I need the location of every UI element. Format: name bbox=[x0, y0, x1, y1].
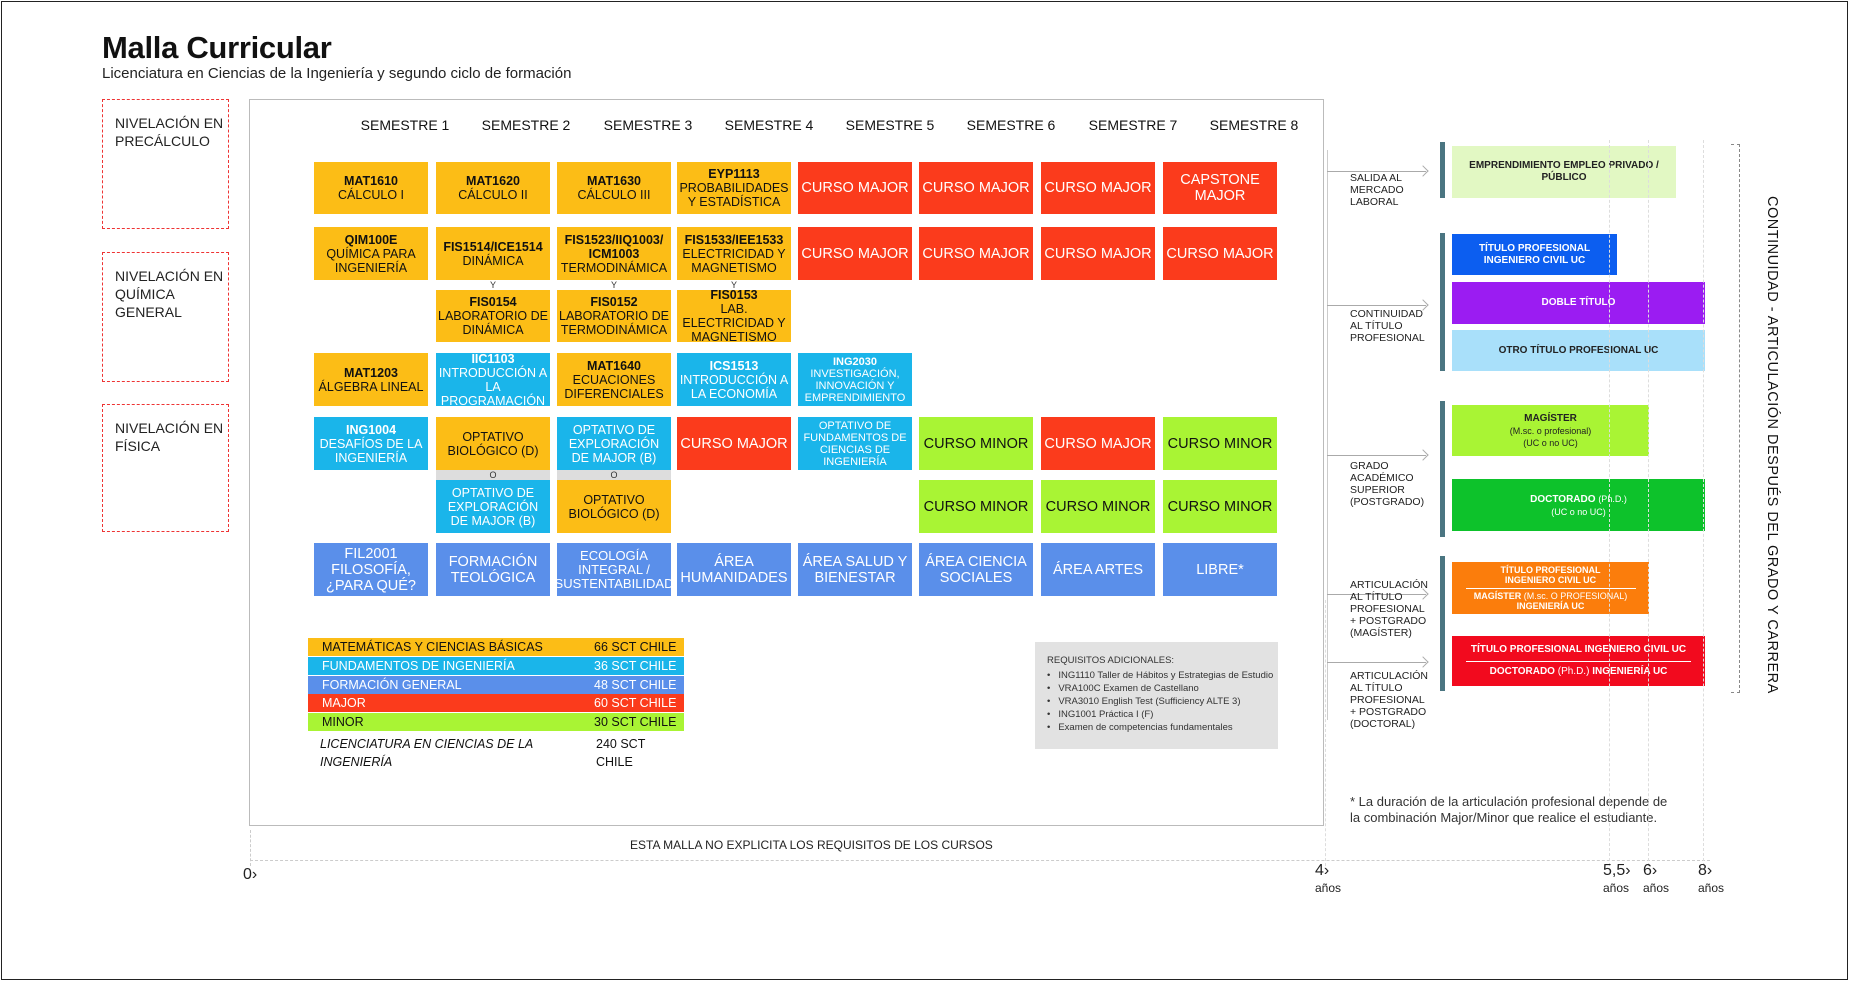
outcome-art2-doctorado-inst: INGENIERÍA UC bbox=[1592, 666, 1668, 677]
footer-note: ESTA MALLA NO EXPLICITA LOS REQUISITOS DE LOS CURSOS bbox=[630, 838, 993, 852]
requirements-title: REQUISITOS ADICIONALES: bbox=[1047, 655, 1175, 666]
requirement-item: • ING1110 Taller de Hábitos y Estrategias de Estudio bbox=[1047, 669, 1278, 682]
outcome-doble-titulo: DOBLE TÍTULO bbox=[1452, 282, 1705, 324]
outcome-doctorado-sub2: (UC o no UC) bbox=[1551, 506, 1606, 517]
outcome-art-magister-inst: INGENIERÍA UC bbox=[1516, 601, 1585, 611]
timeline-label: 0› bbox=[243, 866, 258, 883]
page-subtitle: Licenciatura en Ciencias de la Ingeniería y segundo ciclo de formación bbox=[102, 65, 572, 82]
course-card: MAT1610 CÁLCULO I bbox=[314, 162, 428, 214]
course-card: OPTATIVO DE EXPLORACIÓN DE MAJOR (B) bbox=[557, 417, 671, 470]
outcome-art2-doctorado: DOCTORADO bbox=[1489, 666, 1555, 677]
outcome-art-magister: MAGÍSTER bbox=[1473, 591, 1522, 601]
course-card: CURSO MAJOR bbox=[919, 162, 1033, 214]
course-card: ICS1513 INTRODUCCIÓN A LA ECONOMÍA bbox=[677, 353, 791, 406]
course-card: MAT1640 ECUACIONES DIFERENCIALES bbox=[557, 353, 671, 406]
timeline-tick bbox=[1703, 140, 1704, 866]
requirement-item: • VRA100C Examen de Castellano bbox=[1047, 682, 1278, 695]
bracket-line bbox=[1327, 150, 1328, 720]
side-label: ARTICULACIÓN AL TÍTULO PROFESIONAL + POSTGRADO (MAGÍSTER) bbox=[1350, 579, 1428, 639]
outcome-magister-sub1: (M.sc. o profesional) bbox=[1509, 425, 1592, 436]
requirement-item: • ING1001 Práctica I (F) bbox=[1047, 708, 1278, 721]
course-card: MAT1630 CÁLCULO III bbox=[557, 162, 671, 214]
arrow bbox=[1327, 455, 1426, 456]
timeline-label: 5,5› años bbox=[1603, 862, 1631, 895]
timeline-tick bbox=[250, 830, 251, 866]
arrow bbox=[1327, 305, 1426, 306]
course-card: OPTATIVO BIOLÓGICO (D) bbox=[436, 417, 550, 470]
legend-item: FORMACIÓN GENERAL 48 SCT CHILE bbox=[308, 676, 684, 694]
course-card: OPTATIVO DE EXPLORACIÓN DE MAJOR (B) bbox=[436, 480, 550, 533]
legend-item: MATEMÁTICAS Y CIENCIAS BÁSICAS 66 SCT CHILE bbox=[308, 638, 684, 656]
group-bar bbox=[1440, 233, 1445, 371]
semester-6-header: SEMESTRE 6 bbox=[966, 117, 1056, 133]
course-card: ÁREA ARTES bbox=[1041, 543, 1155, 596]
group-bar bbox=[1440, 401, 1445, 537]
course-card: ING2030 INVESTIGACIÓN, INNOVACIÓN Y EMPRENDIMIENTO bbox=[798, 353, 912, 406]
course-card: LIBRE* bbox=[1163, 543, 1277, 596]
course-card: ÁREA HUMANIDADES bbox=[677, 543, 791, 596]
semester-3-header: SEMESTRE 3 bbox=[603, 117, 693, 133]
course-card: FIS1514/ICE1514 DINÁMICA bbox=[436, 227, 550, 280]
course-card: CURSO MAJOR bbox=[1041, 417, 1155, 470]
course-card: CURSO MAJOR bbox=[1041, 227, 1155, 280]
course-card: ING1004 DESAFÍOS DE LA INGENIERÍA bbox=[314, 417, 428, 470]
course-card: FIS1533/IEE1533 ELECTRICIDAD Y MAGNETISMO bbox=[677, 227, 791, 280]
outcome-art2-doctorado-sub: (Ph.D.) bbox=[1557, 666, 1590, 677]
course-card: CURSO MAJOR bbox=[1163, 227, 1277, 280]
course-card: CURSO MINOR bbox=[1041, 480, 1155, 533]
course-card: ECOLOGÍA INTEGRAL / SUSTENTABILIDAD bbox=[557, 543, 671, 596]
outcome-titulo: TÍTULO PROFESIONAL INGENIERO CIVIL UC bbox=[1452, 234, 1617, 275]
arrow bbox=[1327, 662, 1426, 663]
outcome-doctorado-sub1: (Ph.D.) bbox=[1598, 493, 1627, 504]
group-bar bbox=[1440, 556, 1445, 691]
outcome-magister bbox=[1452, 405, 1649, 456]
legend-total: LICENCIATURA EN CIENCIAS DE LA INGENIERÍA 240 SCT CHILE bbox=[320, 737, 646, 769]
course-card: ÁREA SALUD Y BIENESTAR bbox=[798, 543, 912, 596]
course-card: CURSO MINOR bbox=[919, 417, 1033, 470]
outcome-articulacion-doctorado bbox=[1452, 636, 1705, 686]
outcome-emprendimiento: EMPRENDIMIENTO EMPLEO PRIVADO / PÚBLICO bbox=[1452, 146, 1676, 198]
outcome-doctorado-title: DOCTORADO bbox=[1530, 493, 1596, 505]
legend-item: MAJOR 60 SCT CHILE bbox=[308, 694, 684, 712]
course-card: CURSO MAJOR bbox=[798, 227, 912, 280]
outcome-art-title: TÍTULO PROFESIONAL INGENIERO CIVIL UC bbox=[1500, 565, 1601, 585]
outcome-doctorado bbox=[1452, 479, 1705, 531]
side-label: ARTICULACIÓN AL TÍTULO PROFESIONAL + POSTGRADO (DOCTORAL) bbox=[1350, 670, 1428, 730]
semester-8-header: SEMESTRE 8 bbox=[1209, 117, 1299, 133]
leveling-quimica: NIVELACIÓN EN QUÍMICA GENERAL bbox=[102, 252, 229, 382]
course-card: MAT1203 ÁLGEBRA LINEAL bbox=[314, 353, 428, 406]
connector-y: Y bbox=[489, 280, 496, 290]
leveling-fisica: NIVELACIÓN EN FÍSICA bbox=[102, 404, 229, 532]
course-card: QIM100E QUÍMICA PARA INGENIERÍA bbox=[314, 227, 428, 280]
connector-o: O bbox=[557, 470, 671, 480]
connector-y: Y bbox=[730, 280, 737, 290]
timeline-tick bbox=[1648, 140, 1649, 866]
course-card: CURSO MAJOR bbox=[677, 417, 791, 470]
course-card: OPTATIVO DE FUNDAMENTOS DE CIENCIAS DE INGENIERÍA bbox=[798, 417, 912, 470]
course-card: IIC1103 INTRODUCCIÓN A LA PROGRAMACIÓN bbox=[436, 353, 550, 406]
group-bar bbox=[1440, 142, 1445, 198]
duration-note: * La duración de la articulación profesional depende de la combinación Major/Minor que realice el estudiante. bbox=[1350, 794, 1668, 825]
legend-item: FUNDAMENTOS DE INGENIERÍA 36 SCT CHILE bbox=[308, 657, 684, 675]
course-card: CURSO MINOR bbox=[1163, 480, 1277, 533]
outcome-articulacion-magister bbox=[1452, 562, 1649, 614]
course-card: FIL2001 FILOSOFÍA, ¿PARA QUÉ? bbox=[314, 543, 428, 596]
timeline-axis bbox=[250, 860, 1710, 861]
course-card: FIS0152 LABORATORIO DE TERMODINÁMICA bbox=[557, 290, 671, 342]
side-label: CONTINUIDAD AL TÍTULO PROFESIONAL bbox=[1350, 308, 1425, 344]
course-card: CURSO MAJOR bbox=[798, 162, 912, 214]
course-card: CURSO MAJOR bbox=[919, 227, 1033, 280]
course-card: ÁREA CIENCIA SOCIALES bbox=[919, 543, 1033, 596]
continuity-bracket bbox=[1731, 144, 1740, 693]
timeline-label: 6› años bbox=[1643, 862, 1670, 895]
semester-2-header: SEMESTRE 2 bbox=[481, 117, 571, 133]
legend-item: MINOR 30 SCT CHILE bbox=[308, 713, 684, 731]
outcome-magister-sub2: (UC o no UC) bbox=[1523, 437, 1578, 448]
connector-y: Y bbox=[610, 280, 617, 290]
page-title: Malla Curricular bbox=[102, 30, 332, 65]
course-card: MAT1620 CÁLCULO II bbox=[436, 162, 550, 214]
semester-1-header: SEMESTRE 1 bbox=[360, 117, 450, 133]
requirement-item: • Examen de competencias fundamentales bbox=[1047, 721, 1278, 734]
semester-7-header: SEMESTRE 7 bbox=[1088, 117, 1178, 133]
semester-5-header: SEMESTRE 5 bbox=[845, 117, 935, 133]
course-card: OPTATIVO BIOLÓGICO (D) bbox=[557, 480, 671, 533]
outcome-art-magister-sub: (M.sc. O PROFESIONAL) bbox=[1523, 591, 1628, 601]
course-card: FIS0154 LABORATORIO DE DINÁMICA bbox=[436, 290, 550, 342]
course-card: CURSO MINOR bbox=[1163, 417, 1277, 470]
course-card: EYP1113 PROBABILIDADES Y ESTADÍSTICA bbox=[677, 162, 791, 214]
requirement-item: • VRA3010 English Test (Sufficiency ALTE 3) bbox=[1047, 695, 1278, 708]
timeline-label: 8› años bbox=[1698, 862, 1725, 895]
semester-4-header: SEMESTRE 4 bbox=[724, 117, 814, 133]
side-label: GRADO ACADÉMICO SUPERIOR (POSTGRADO) bbox=[1350, 460, 1425, 508]
side-label: SALIDA AL MERCADO LABORAL bbox=[1350, 172, 1404, 208]
timeline-tick bbox=[1609, 140, 1610, 866]
leveling-precalculo: NIVELACIÓN EN PRECÁLCULO bbox=[102, 99, 229, 229]
course-card: CURSO MINOR bbox=[919, 480, 1033, 533]
connector-o: O bbox=[436, 470, 550, 480]
timeline-label: 4› años bbox=[1315, 862, 1342, 895]
outcome-art2-title: TÍTULO PROFESIONAL INGENIERO CIVIL UC bbox=[1470, 644, 1687, 655]
outcome-otro-titulo: OTRO TÍTULO PROFESIONAL UC bbox=[1452, 330, 1705, 371]
continuity-label: CONTINUIDAD - ARTICULACIÓN DESPUÉS DEL GRADO Y CARRERA bbox=[1764, 196, 1780, 694]
course-card: FORMACIÓN TEOLÓGICA bbox=[436, 543, 550, 596]
requirements-box bbox=[1035, 642, 1278, 749]
course-card: FIS0153 LAB. ELECTRICIDAD Y MAGNETISMO bbox=[677, 290, 791, 342]
timeline-tick bbox=[1325, 600, 1326, 866]
outcome-magister-title: MAGÍSTER bbox=[1524, 412, 1577, 424]
course-card: CURSO MAJOR bbox=[1041, 162, 1155, 214]
course-card: FIS1523/IIQ1003/ ICM1003 TERMODINÁMICA bbox=[557, 227, 671, 280]
course-card: CAPSTONE MAJOR bbox=[1163, 162, 1277, 214]
